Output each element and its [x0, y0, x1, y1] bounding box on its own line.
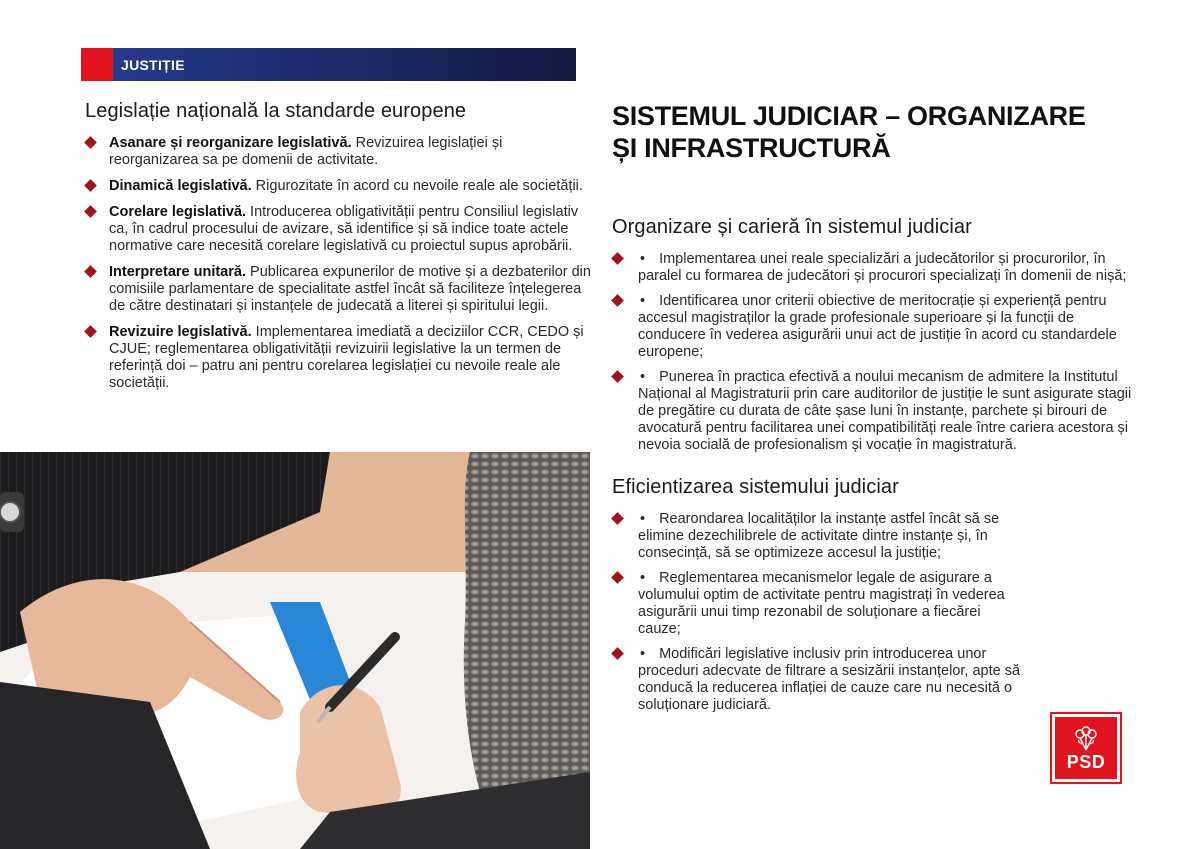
psd-logo: [1052, 714, 1120, 782]
section-header-bar: [81, 48, 576, 81]
diamond-bullet-icon: [611, 252, 624, 265]
left-list-item: [85, 264, 595, 315]
main-title-line1: SISTEMUL JUDICIAR – ORGANIZARE: [612, 101, 1086, 131]
main-title: [612, 100, 1132, 164]
item-text: Implementarea imediată a deciziilor CCR, CEDO și CJUE; reglementarea obligativității revizuirii legislative la un termen de referință doi – patru ani pentru corelarea legislației cu nevoile reale ale societății.: [109, 324, 584, 391]
dot-bullet-icon: •: [640, 646, 646, 662]
dot-bullet-icon: •: [640, 511, 646, 527]
header-navy-block: [113, 48, 576, 81]
diamond-bullet-icon: [84, 179, 97, 192]
left-subtitle: Legislație națională la standarde europene: [85, 100, 467, 122]
item-text: Identificarea unor criterii obiective de meritocrație și experiență pentru accesul magistraților la grade profesionale superioare și la funcții de conducere în vederea asigurării unui act de justiție în acord cu standardele europene;: [638, 293, 1117, 360]
left-bullet-list: [85, 135, 595, 392]
item-text: Introducerea obligativității pentru Consiliul legislativ ca, în cadrul procesului de avizare, să identifice și să indice toate actele normative care necesită corelare legislativă cu proiectul supus aprobării.: [109, 204, 579, 254]
right-column: [612, 100, 1132, 722]
main-title-line2: ȘI INFRASTRUCTURĂ: [612, 133, 891, 163]
left-list-item: [85, 204, 595, 255]
item-heading: Corelare legislativă.: [109, 204, 247, 220]
rose-icon: [1071, 726, 1101, 752]
right-list-item: [612, 251, 1132, 285]
item-heading: Dinamică legislativă.: [109, 178, 252, 194]
right-list-item: [612, 369, 1132, 454]
diamond-bullet-icon: [84, 205, 97, 218]
dot-bullet-icon: •: [640, 570, 646, 586]
right-list-item: [612, 511, 1022, 562]
item-text: Reglementarea mecanismelor legale de asigurare a volumului optim de activitate pentru magistrați în vederea asigurării unui timp rezonabil de soluționare a fiecărei cauze;: [638, 570, 1005, 637]
diamond-bullet-icon: [84, 265, 97, 278]
left-column: [85, 100, 595, 401]
diamond-bullet-icon: [611, 571, 624, 584]
hands-signing-photo: [0, 452, 590, 849]
left-list-item: [85, 324, 595, 392]
item-text: Revizuirea legislației și reorganizarea sa pe domenii de activitate.: [109, 135, 503, 168]
item-text: Punerea în practica efectivă a noului mecanism de admitere la Institutul Național al Magistraturii prin care auditorilor de justiție le sunt asigurate stagii de pregătire cu durata de câte șase luni în instanțe, parchete și birouri de avocatură pentru facilitarea unei compatibilități reale între cariera acestora și nevoia socială de profesionalism și vocație în magistratură.: [638, 369, 1132, 453]
logo-text: PSD: [1066, 752, 1106, 772]
dot-bullet-icon: •: [640, 251, 646, 267]
right-list-item: [612, 570, 1022, 638]
right-list-item: [612, 293, 1132, 361]
section-label: JUSTIȚIE: [121, 56, 185, 73]
item-text: Rearondarea localităților la instanțe astfel încât să se elimine dezechilibrele de activitate dintre instanțe și, în consecință, să se optimizeze accesul la justiție;: [638, 511, 1000, 561]
dot-bullet-icon: •: [640, 293, 646, 309]
diamond-bullet-icon: [611, 294, 624, 307]
left-list-item: [85, 135, 595, 169]
section2-subtitle: Eficientizarea sistemului judiciar: [612, 476, 899, 498]
section2-bullet-list: [612, 511, 1022, 714]
diamond-bullet-icon: [84, 325, 97, 338]
item-heading: Interpretare unitară.: [109, 264, 246, 280]
dot-bullet-icon: •: [640, 369, 646, 385]
diamond-bullet-icon: [611, 647, 624, 660]
photo-illustration: [0, 452, 590, 849]
right-list-item: [612, 646, 1022, 714]
left-list-item: [85, 178, 595, 195]
diamond-bullet-icon: [611, 512, 624, 525]
item-heading: Revizuire legislativă.: [109, 324, 252, 340]
section1-subtitle: Organizare și carieră în sistemul judiciar: [612, 216, 972, 238]
section1-bullet-list: [612, 251, 1132, 454]
diamond-bullet-icon: [84, 136, 97, 149]
item-text: Implementarea unei reale specializări a judecătorilor și procurorilor, în paralel cu formarea de judecători și procurori specializați în domenii de nișă;: [638, 251, 1127, 284]
item-text: Rigurozitate în acord cu nevoile reale ale societății.: [251, 178, 583, 194]
item-heading: Asanare și reorganizare legislativă.: [109, 135, 352, 151]
item-text: Modificări legislative inclusiv prin introducerea unor proceduri adecvate de filtrare a sesizării instanțelor, apte să conducă la reducerea inflației de cauze care nu necesită o soluționare judiciară.: [638, 646, 1021, 713]
header-red-block: [81, 48, 113, 81]
item-text: Publicarea expunerilor de motive și a dezbaterilor din comisiile parlamentare de specialitate astfel încât să faciliteze înțelegerea de către destinatari și instanțele de judecată a literei și spiritului legii.: [109, 264, 591, 314]
diamond-bullet-icon: [611, 370, 624, 383]
